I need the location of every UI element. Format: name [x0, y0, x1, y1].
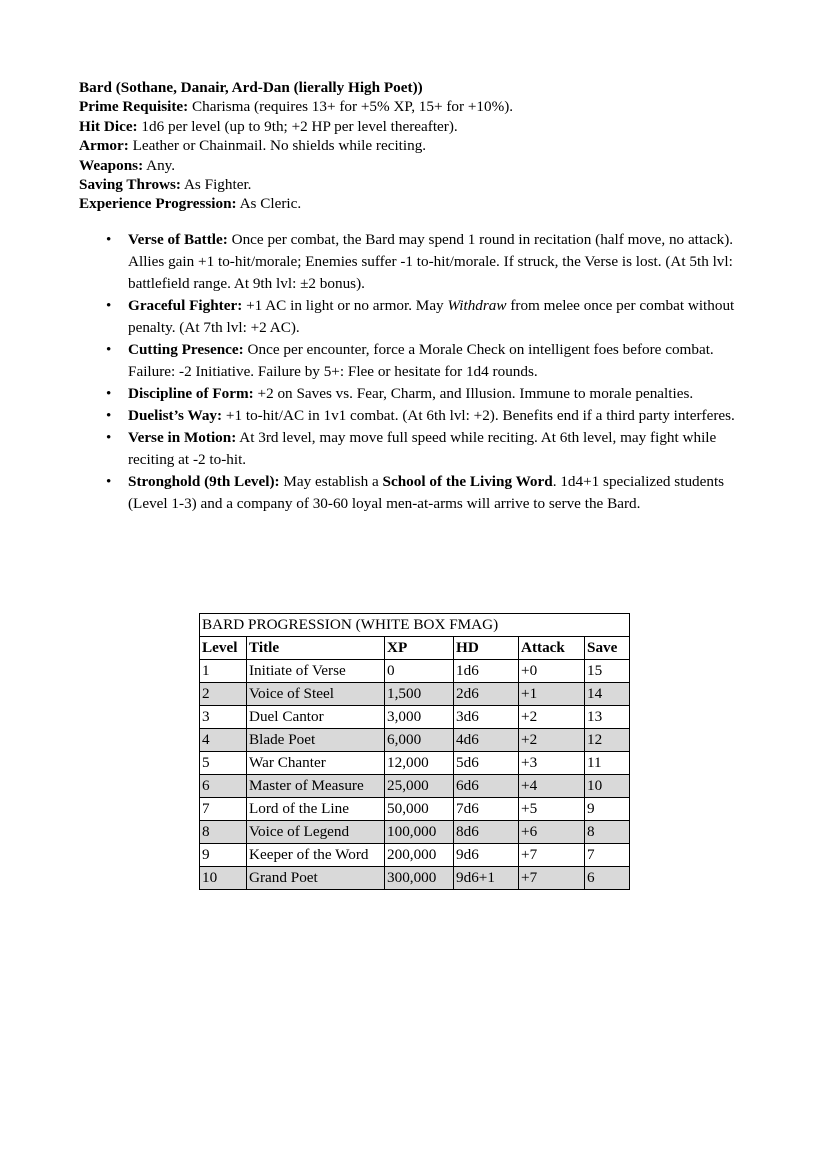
bullet-marker: • — [106, 340, 112, 358]
feature-text: . 1d4+1 specialized students (Level 1-3) and a company of 30-60 loyal men-at-arms will arrive to serve the Bard. — [128, 472, 725, 512]
table-row — [200, 798, 630, 821]
cell-attack: +7 — [519, 867, 585, 890]
prime-requisite-label: Prime Requisite: — [79, 98, 189, 116]
hit-dice-value: 1d6 per level (up to 9th; +2 HP per level thereafter). — [137, 117, 458, 135]
table-row — [200, 729, 630, 752]
cell-xp: 25,000 — [385, 775, 454, 798]
list-item — [79, 405, 749, 427]
table-row — [200, 683, 630, 706]
cell-save: 15 — [585, 660, 630, 683]
feature-italic-term: Withdraw — [447, 296, 507, 314]
cell-hd: 3d6 — [454, 706, 519, 729]
cell-hd: 4d6 — [454, 729, 519, 752]
feature-text: At 3rd level, may move full speed while reciting. At 6th level, may fight while reciting at -2 to-hit. — [128, 428, 717, 468]
cell-level: 9 — [200, 844, 247, 867]
weapons-value: Any. — [143, 156, 176, 174]
cell-xp: 6,000 — [385, 729, 454, 752]
cell-level: 3 — [200, 706, 247, 729]
table-row — [200, 821, 630, 844]
cell-save: 12 — [585, 729, 630, 752]
list-item — [79, 229, 749, 295]
feature-text: +1 to-hit/AC in 1v1 combat. (At 6th lvl: +2). Benefits end if a third party interferes. — [222, 406, 735, 424]
cell-level: 4 — [200, 729, 247, 752]
table-row — [200, 752, 630, 775]
weapons-line — [79, 156, 749, 175]
feature-list — [79, 229, 749, 515]
armor-value: Leather or Chainmail. No shields while reciting. — [128, 137, 427, 155]
table-row — [200, 867, 630, 890]
cell-attack: +5 — [519, 798, 585, 821]
cell-xp: 50,000 — [385, 798, 454, 821]
feature-label: Stronghold (9th Level): — [128, 472, 280, 490]
cell-level: 6 — [200, 775, 247, 798]
cell-title: Voice of Steel — [247, 683, 385, 706]
column-header-attack: Attack — [519, 637, 585, 660]
cell-title: Duel Cantor — [247, 706, 385, 729]
class-header — [79, 78, 749, 214]
cell-xp: 12,000 — [385, 752, 454, 775]
cell-xp: 200,000 — [385, 844, 454, 867]
table-caption-row — [200, 614, 630, 637]
bullet-marker: • — [106, 428, 112, 446]
cell-level: 10 — [200, 867, 247, 890]
cell-hd: 2d6 — [454, 683, 519, 706]
cell-title: Grand Poet — [247, 867, 385, 890]
bullet-marker: • — [106, 296, 112, 314]
cell-save: 10 — [585, 775, 630, 798]
column-header-title: Title — [247, 637, 385, 660]
cell-save: 8 — [585, 821, 630, 844]
cell-save: 6 — [585, 867, 630, 890]
feature-text: Once per encounter, force a Morale Check on intelligent foes before combat. Failure: -2 Initiative. Failure by 5+: Flee or hesitate for 1d4 rounds. — [128, 340, 714, 380]
column-header-level: Level — [200, 637, 247, 660]
cell-level: 7 — [200, 798, 247, 821]
cell-title: Keeper of the Word — [247, 844, 385, 867]
cell-xp: 1,500 — [385, 683, 454, 706]
experience-value: As Cleric. — [236, 195, 302, 213]
feature-text: May establish a — [279, 472, 383, 490]
cell-level: 1 — [200, 660, 247, 683]
feature-label: Discipline of Form: — [128, 384, 254, 402]
list-item — [79, 471, 749, 515]
cell-title: Master of Measure — [247, 775, 385, 798]
cell-attack: +6 — [519, 821, 585, 844]
feature-label: Duelist’s Way: — [128, 406, 223, 424]
hit-dice-label: Hit Dice: — [79, 117, 138, 135]
table-row — [200, 660, 630, 683]
table-caption: BARD PROGRESSION (WHITE BOX FMAG) — [200, 614, 630, 637]
cell-save: 11 — [585, 752, 630, 775]
cell-attack: +2 — [519, 706, 585, 729]
document-page — [79, 78, 749, 515]
cell-title: Initiate of Verse — [247, 660, 385, 683]
progression-table-wrapper — [199, 613, 630, 890]
cell-xp: 100,000 — [385, 821, 454, 844]
cell-title: Voice of Legend — [247, 821, 385, 844]
table-header-row — [200, 637, 630, 660]
cell-hd: 9d6+1 — [454, 867, 519, 890]
cell-hd: 8d6 — [454, 821, 519, 844]
cell-xp: 3,000 — [385, 706, 454, 729]
feature-label: Verse of Battle: — [128, 230, 228, 248]
column-header-hd: HD — [454, 637, 519, 660]
cell-title: Lord of the Line — [247, 798, 385, 821]
cell-hd: 6d6 — [454, 775, 519, 798]
feature-label: Graceful Fighter: — [128, 296, 243, 314]
cell-attack: +3 — [519, 752, 585, 775]
bullet-marker: • — [106, 406, 112, 424]
cell-level: 8 — [200, 821, 247, 844]
cell-save: 14 — [585, 683, 630, 706]
cell-xp: 300,000 — [385, 867, 454, 890]
bullet-marker: • — [106, 384, 112, 402]
feature-bold-term: School of the Living Word — [382, 472, 553, 490]
cell-attack: +2 — [519, 729, 585, 752]
class-title: Bard (Sothane, Danair, Ard-Dan (lierally High Poet)) — [79, 79, 423, 96]
list-item — [79, 427, 749, 471]
cell-attack: +4 — [519, 775, 585, 798]
cell-hd: 7d6 — [454, 798, 519, 821]
weapons-label: Weapons: — [79, 156, 144, 174]
cell-title: Blade Poet — [247, 729, 385, 752]
feature-text: +2 on Saves vs. Fear, Charm, and Illusion. Immune to morale penalties. — [253, 384, 694, 402]
progression-table — [199, 613, 630, 890]
feature-label: Cutting Presence: — [128, 340, 244, 358]
cell-save: 7 — [585, 844, 630, 867]
cell-attack: +0 — [519, 660, 585, 683]
cell-save: 9 — [585, 798, 630, 821]
table-row — [200, 844, 630, 867]
experience-label: Experience Progression: — [79, 195, 237, 213]
prime-requisite-line — [79, 97, 749, 116]
feature-text: from melee once per combat without penalty. (At 7th lvl: +2 AC). — [128, 296, 735, 336]
cell-hd: 5d6 — [454, 752, 519, 775]
prime-requisite-value: Charisma (requires 13+ for +5% XP, 15+ for +10%). — [188, 98, 514, 116]
cell-attack: +7 — [519, 844, 585, 867]
saving-throws-line — [79, 175, 749, 194]
saving-throws-value: As Fighter. — [181, 176, 252, 194]
hit-dice-line — [79, 117, 749, 136]
cell-attack: +1 — [519, 683, 585, 706]
experience-line — [79, 194, 749, 213]
table-row — [200, 706, 630, 729]
armor-label: Armor: — [79, 137, 129, 155]
list-item — [79, 339, 749, 383]
feature-text: Once per combat, the Bard may spend 1 round in recitation (half move, no attack). Allies gain +1 to-hit/morale; Enemies suffer -1 to-hit/morale. If struck, the Verse is lost. (At 5th lvl: battlefield range. At 9th lvl: ±2 bonus). — [128, 230, 734, 292]
cell-level: 5 — [200, 752, 247, 775]
saving-throws-label: Saving Throws: — [79, 176, 181, 194]
table-row — [200, 775, 630, 798]
cell-hd: 9d6 — [454, 844, 519, 867]
armor-line — [79, 136, 749, 155]
cell-hd: 1d6 — [454, 660, 519, 683]
column-header-xp: XP — [385, 637, 454, 660]
column-header-save: Save — [585, 637, 630, 660]
feature-label: Verse in Motion: — [128, 428, 237, 446]
cell-save: 13 — [585, 706, 630, 729]
bullet-marker: • — [106, 230, 112, 248]
list-item — [79, 383, 749, 405]
list-item — [79, 295, 749, 339]
cell-title: War Chanter — [247, 752, 385, 775]
feature-text: +1 AC in light or no armor. May — [242, 296, 448, 314]
bullet-marker: • — [106, 472, 112, 490]
cell-xp: 0 — [385, 660, 454, 683]
cell-level: 2 — [200, 683, 247, 706]
